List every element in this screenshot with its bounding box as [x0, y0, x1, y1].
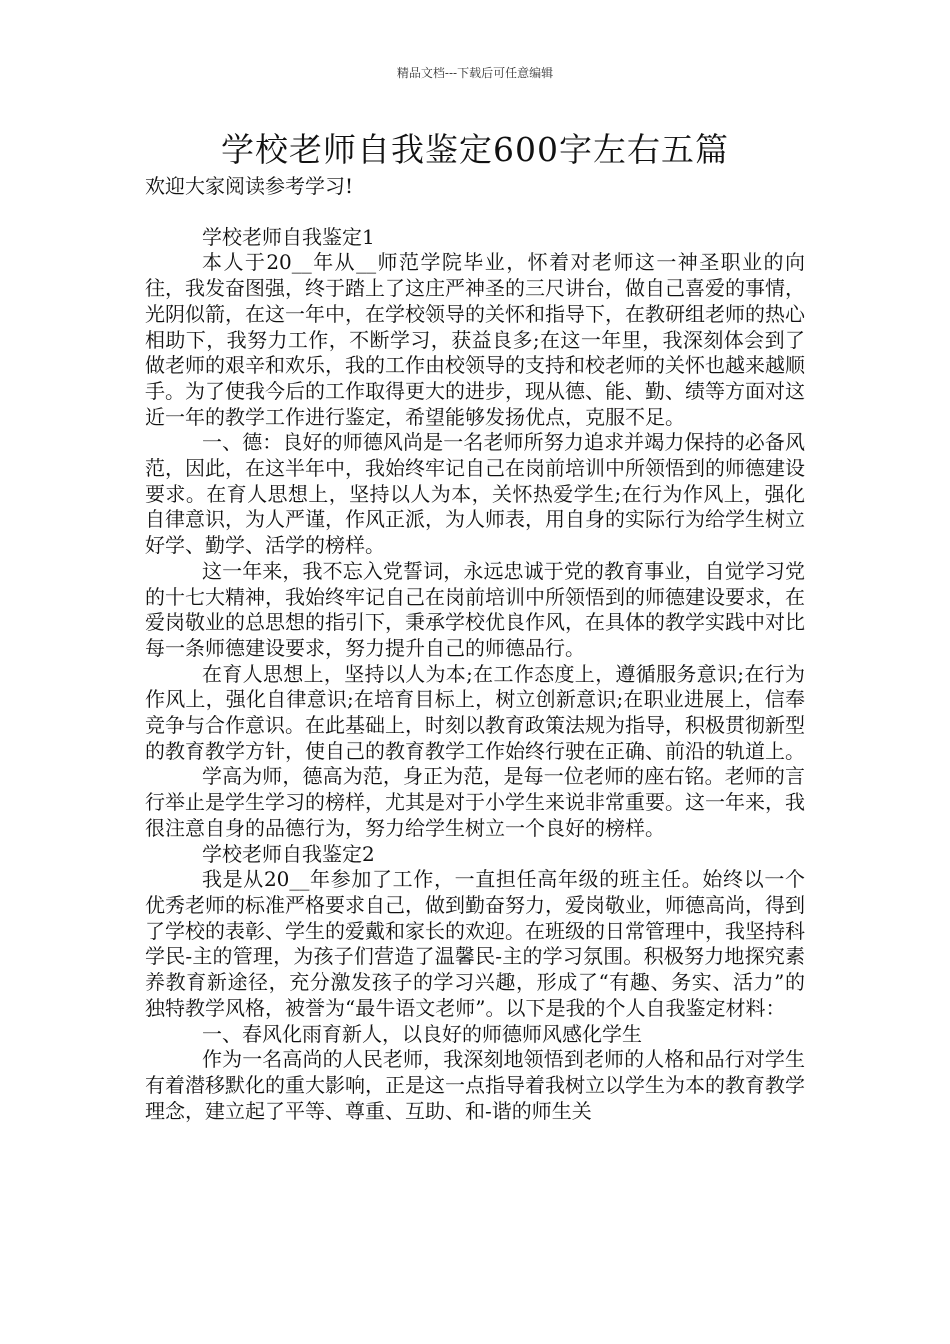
intro-line: 欢迎大家阅读参考学习! — [145, 174, 354, 198]
paragraph: 一、德：良好的师德风尚是一名老师所努力追求并竭力保持的必备风范，因此，在这半年中，我始终牢记自己在岗前培训中所领悟到的师德建设要求。在育人思想上，坚持以人为本，关怀热爱学生;在行为作风上，强化自律意识，为人严谨，作风正派，为人师表，用自身的实际行为给学生树立好学、勤学、活学的榜样。 — [145, 430, 805, 558]
paragraph: 本人于20__年从__师范学院毕业，怀着对老师这一神圣职业的向往，我发奋图强，终于踏上了这庄严神圣的三尺讲台，做自己喜爱的事情，光阴似箭，在这一年中，在学校领导的关怀和指导下，在教研组老师的热心相助下，我努力工作，不断学习，获益良多;在这一年里，我深刻体会到了做老师的艰辛和欢乐，我的工作由校领导的支持和校老师的关怀也越来越顺手。为了使我今后的工作取得更大的进步，现从德、能、勤、绩等方面对这近一年的教学工作进行鉴定，希望能够发扬优点，克服不足。 — [145, 250, 805, 429]
paragraph: 这一年来，我不忘入党誓词，永远忠诚于党的教育事业，自觉学习党的十七大精神，我始终牢记自己在岗前培训中所领悟到的师德建设要求，在爱岗敬业的总思想的指引下，秉承学校优良作风，在具体的教学实践中对比每一条师德建设要求，努力提升自己的师德品行。 — [145, 558, 805, 660]
document-title: 学校老师自我鉴定600字左右五篇 — [221, 130, 729, 169]
section-heading-1: 学校老师自我鉴定1 — [202, 224, 375, 249]
paragraph: 作为一名高尚的人民老师，我深刻地领悟到老师的人格和品行对学生有着潜移默化的重大影响，正是这一点指导着我树立以学生为本的教育教学理念，建立起了平等、尊重、互助、和-谐的师生关 — [145, 1047, 805, 1123]
page-header: 精品文档---下载后可任意编辑 — [396, 66, 554, 80]
paragraph: 学高为师，德高为范，身正为范，是每一位老师的座右铭。老师的言行举止是学生学习的榜样，尤其是对于小学生来说非常重要。这一年来，我很注意自身的品德行为，努力给学生树立一个良好的榜样。 — [145, 764, 805, 840]
section-heading-2: 学校老师自我鉴定2 — [202, 841, 375, 866]
paragraph: 在育人思想上，坚持以人为本;在工作态度上，遵循服务意识;在行为作风上，强化自律意识;在培育目标上，树立创新意识;在职业进展上，信奉竞争与合作意识。在此基础上，时刻以教育政策法规为指导，积极贯彻新型的教育教学方针，使自己的教育教学工作始终行驶在正确、前沿的轨道上。 — [145, 661, 805, 763]
sub-heading: 一、春风化雨育新人，以良好的师德师风感化学生 — [202, 1021, 642, 1046]
paragraph: 我是从20__年参加了工作，一直担任高年级的班主任。始终以一个优秀老师的标准严格要求自己，做到勤奋努力，爱岗敬业，师德高尚，得到了学校的表彰、学生的爱戴和家长的欢迎。在班级的日常管理中，我坚持科学民-主的管理，为孩子们营造了温馨民-主的学习氛围。积极努力地探究素养教育新途径，充分激发孩子的学习兴趣，形成了“有趣、务实、活力”的独特教学风格，被誉为“最牛语文老师”。以下是我的个人自我鉴定材料： — [145, 867, 805, 1020]
document-body — [145, 174, 805, 1124]
